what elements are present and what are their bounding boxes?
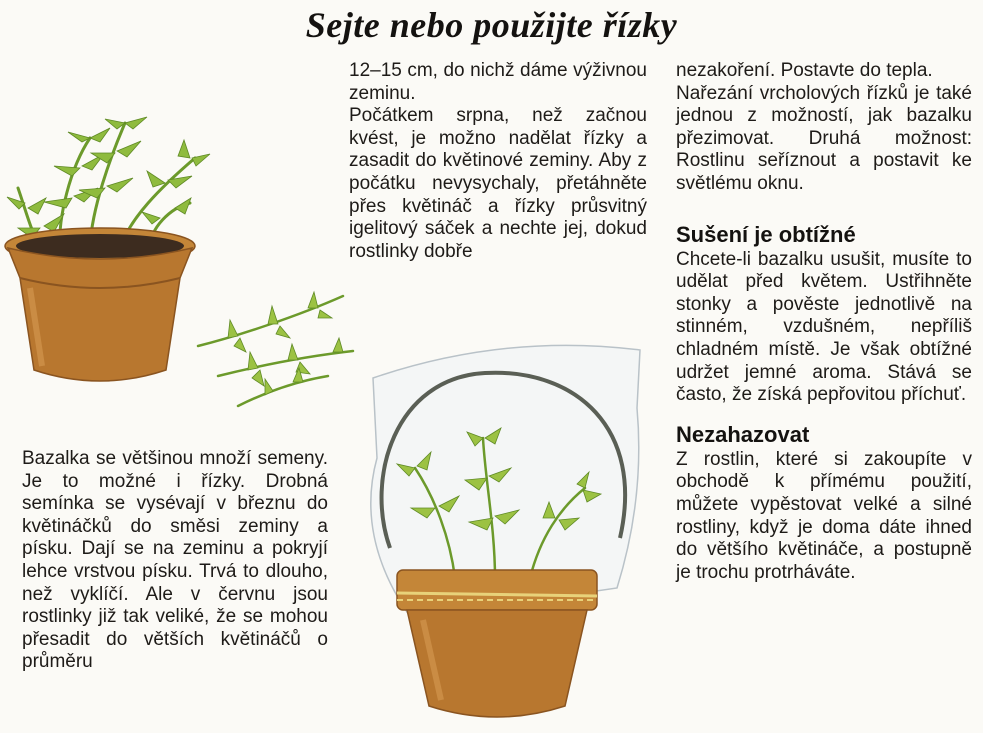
section-heading-drying: Sušení je obtížné xyxy=(676,221,856,247)
cuttings-under-plastic-bag-illustration xyxy=(355,338,655,730)
middle-paragraph-1: 12–15 cm, do nichž dáme výživnou zeminu. xyxy=(349,60,647,104)
left-column-text: Bazalka se většinou množí semeny. Je to možné i řízky. Drobná semínka se vysévají v březnu do květináčků do směsi zeminy a písku. Dají se na zeminu a pokryjí lehce vrstvou písku. Trvá to dlouho, než vyklíčí. Ale v červnu jsou rostlinky již tak veliké, že se mohou přesadit do větších květináčů o průměru xyxy=(22,448,328,673)
section-heading-dont-discard: Nezahazovat xyxy=(676,421,810,447)
right-column xyxy=(676,60,972,584)
basil-cuttings-illustration xyxy=(178,286,358,416)
right-paragraph-1: nezakoření. Postavte do tepla. xyxy=(676,60,933,81)
page-title: Sejte nebo použijte řízky xyxy=(305,5,678,45)
right-paragraph-2: Nařezání vrcholových řízků je také jednou z možností, jak bazalku přezimovat. Druhá možnost: Rostlinu seříznout a postavit ke světlému oknu. xyxy=(676,82,972,194)
left-column xyxy=(22,448,328,674)
middle-column xyxy=(349,60,647,263)
section-text-drying: Chcete-li bazalku usušit, musíte to udělat před květem. Ustřihněte stonky a pověste jednotlivě na stinném, vzdušném, nepříliš chladném místě. Je však obtížné udržet jemné aroma. Stává se často, že získá pepřovitou příchuť. xyxy=(676,248,972,406)
section-text-dont-discard: Z rostlin, které si zakoupíte v obchodě k přímému použití, můžete vypěstovat velké a silné rostliny, když je doma dáte ihned do většího květináče, a postupně je trochu protrháváte. xyxy=(676,448,972,583)
middle-paragraph-2: Počátkem srpna, než začnou kvést, je možno nadělat řízky a zasadit do květinové zeminy. Aby z počátku nevysychaly, přetáhněte přes květináč a řízky průsvitný igelitový sáček a nechte jej, dokud rostlinky dobře xyxy=(349,105,647,262)
basil-leaves xyxy=(7,117,210,238)
